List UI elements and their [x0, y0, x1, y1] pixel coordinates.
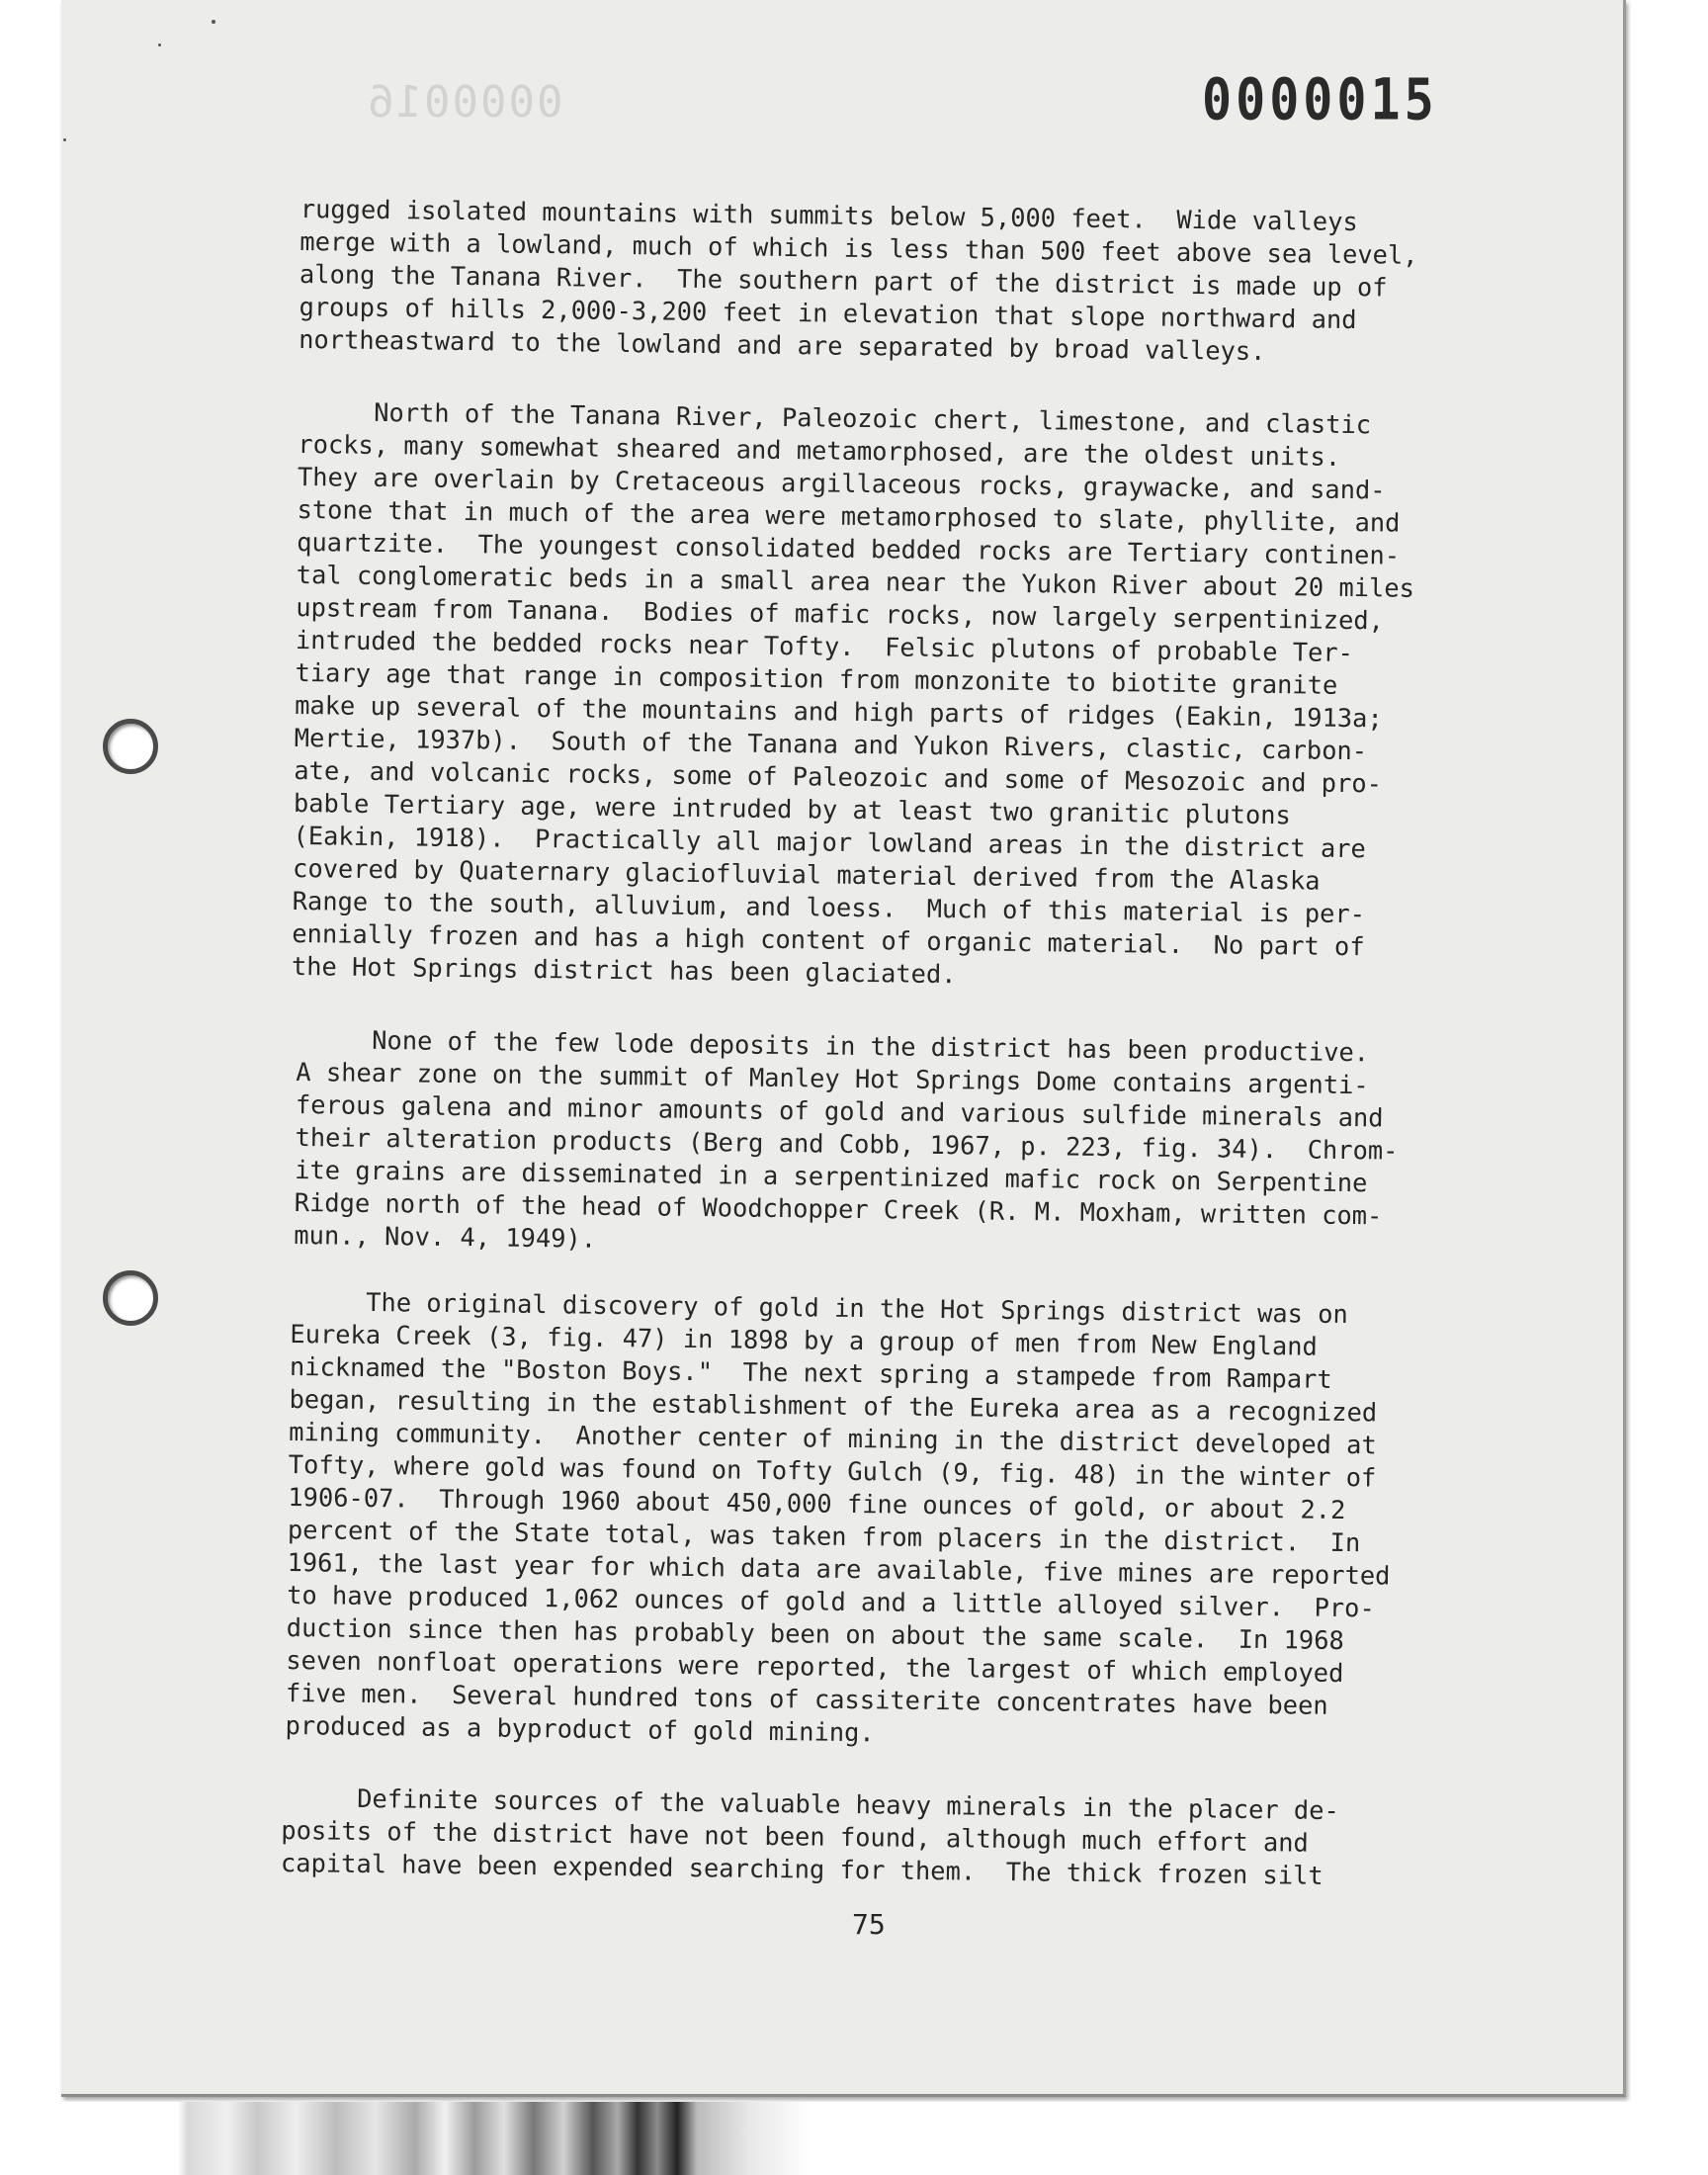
scan-speck	[63, 138, 66, 141]
paragraph-2: North of the Tanana River, Paleozoic chert, limestone, and clastic rocks, many somewhat sheared and metamorphosed, are the oldest units. They are overlain by Cretaceous argillaceous rocks, graywacke, and sand- stone that in much of the area were metamorphosed to slate, phyllite, and quartzite. The youngest consolidated bedded rocks are Tertiary continen- tal conglomeratic beds in a small area near the Yukon River about 20 miles upstream from Tanana. Bodies of mafic rocks, now largely serpentinized, intruded the bedded rocks near Tofty. Felsic plutons of probable Ter- tiary age that range in composition from monzonite to biotite granite make up several of the mountains and high parts of ridges (Eakin, 1913a; Mertie, 1937b). South of the Tanana and Yukon Rivers, clastic, carbon- ate, and volcanic rocks, some of Paleozoic and some of Mesozoic and pro- bable Tertiary age, were intruded by at least two granitic plutons (Eakin, 1918). Practically all major lowland areas in the district are covered by Quaternary glaciofluvial material derived from the Alaska Range to the south, alluvium, and loess. Much of this material is per- ennially frozen and has a high content of organic material. No part of the Hot Springs district has been glaciated.	[291, 395, 1415, 990]
binder-hole-upper	[103, 719, 158, 774]
paragraph-5: Definite sources of the valuable heavy minerals in the placer de- posits of the district have not been found, although much effort and capital have been expended searching for them. The thick frozen silt	[280, 1782, 1339, 1890]
binder-hole-lower	[103, 1270, 158, 1326]
document-number: 0000015	[1202, 66, 1438, 133]
bleedthrough-number: 0000016	[366, 77, 563, 128]
paragraph-4: The original discovery of gold in the Hot Springs district was on Eureka Creek (3, fig. 47) in 1898 by a group of men from New England nicknamed the "Boston Boys." The next spring a stampede from Rampart began, resulting in the establishment of the Eureka area as a recognized mining community. Another center of mining in the district developed at Tofty, where gold was found on Tofty Gulch (9, fig. 48) in the winter of 1906-07. Through 1960 about 450,000 fine ounces of gold, or about 2.2 percent of the State total, was taken from placers in the district. In 1961, the last year for which data are available, five mines are reported to have produced 1,062 ounces of gold and a little alloyed silver. Pro- duction since then has probably been on about the same scale. In 1968 seven nonfloat operations were reported, the largest of which employed five men. Several hundred tons of cassiterite concentrates have been produced as a byproduct of gold mining.	[285, 1285, 1391, 1748]
scan-speck	[158, 44, 161, 46]
page-number: 75	[852, 1908, 886, 1941]
paragraph-3: None of the few lode deposits in the district has been productive. A shear zone on the summit of Manley Hot Springs Dome contains argenti- ferous galena and minor amounts of gold and various sulfide minerals and their alteration products (Berg and Cobb, 1967, p. 223, fig. 34). Chrom- ite grains are disseminated in a serpentinized mafic rock on Serpentine Ridge north of the head of Woodchopper Creek (R. M. Moxham, written com- mun., Nov. 4, 1949).	[294, 1023, 1399, 1254]
scan-speck	[212, 20, 215, 24]
scanner-edge-strip	[0, 2102, 1708, 2175]
paragraph-1: rugged isolated mountains with summits below 5,000 feet. Wide valleys merge with a lowland, much of which is less than 500 feet above sea level, along the Tanana River. The southern part of the district is made up of groups of hills 2,000-3,200 feet in elevation that slope northward and northeastward to the lowland and are separated by broad valleys.	[299, 193, 1418, 366]
